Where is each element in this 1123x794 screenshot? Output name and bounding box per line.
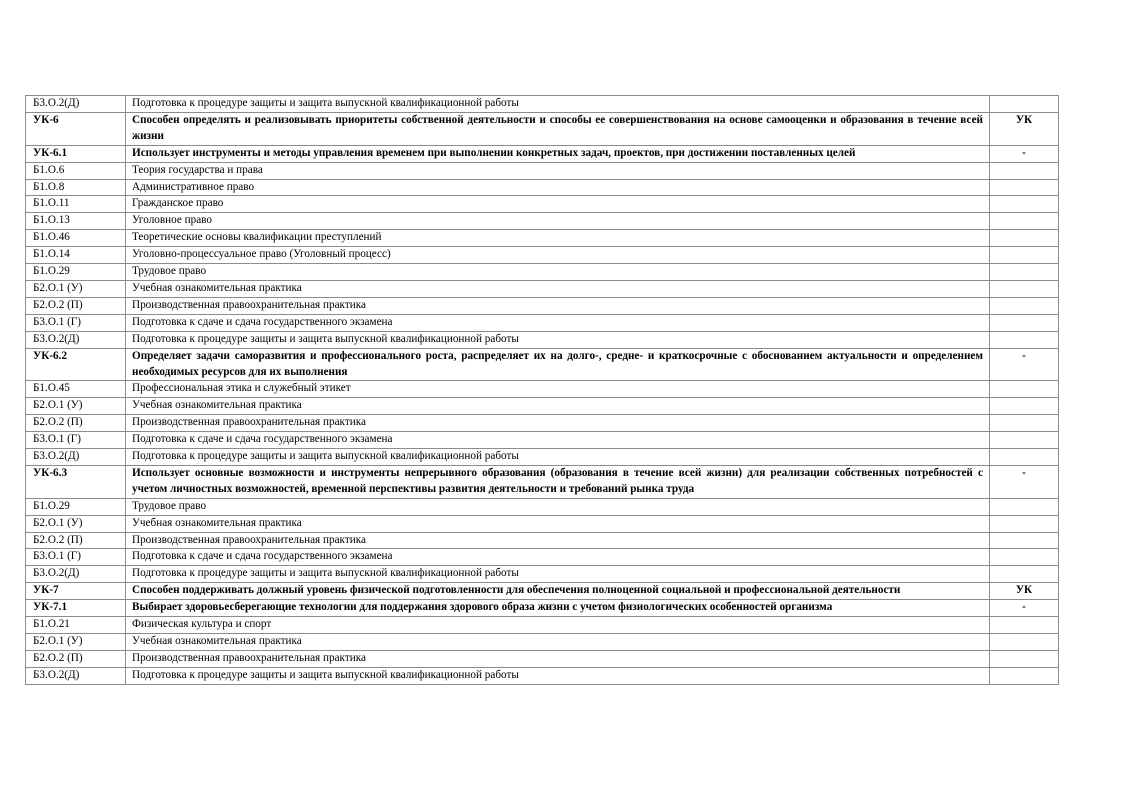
row-code-cell: Б3.О.2(Д): [26, 566, 126, 583]
row-type-cell: [990, 264, 1059, 281]
row-code-cell: Б1.О.6: [26, 162, 126, 179]
discipline-row: [26, 449, 1059, 466]
row-type-cell: [990, 179, 1059, 196]
discipline-row: [26, 213, 1059, 230]
row-name-cell: Производственная правоохранительная практика: [126, 297, 990, 314]
row-type-cell: [990, 617, 1059, 634]
row-name-cell: Использует основные возможности и инструменты непрерывного образования (образования в течение всей жизни) для реализации собственных потребностей с учетом личностных возможностей, временной перспективы развития деятельности и требований рынка труда: [126, 465, 990, 498]
row-name-cell: Подготовка к процедуре защиты и защита выпускной квалификационной работы: [126, 331, 990, 348]
competency-table: [25, 95, 1059, 685]
discipline-row: [26, 498, 1059, 515]
row-name-cell: Выбирает здоровьесберегающие технологии для поддержания здорового образа жизни с учетом физиологических особенностей организма: [126, 600, 990, 617]
row-type-cell: -: [990, 465, 1059, 498]
competency-row: [26, 600, 1059, 617]
row-name-cell: Подготовка к процедуре защиты и защита выпускной квалификационной работы: [126, 96, 990, 113]
row-type-cell: [990, 667, 1059, 684]
row-code-cell: Б3.О.2(Д): [26, 667, 126, 684]
row-code-cell: Б2.О.1 (У): [26, 280, 126, 297]
row-code-cell: Б1.О.8: [26, 179, 126, 196]
row-code-cell: Б2.О.2 (П): [26, 650, 126, 667]
row-name-cell: Учебная ознакомительная практика: [126, 398, 990, 415]
discipline-row: [26, 532, 1059, 549]
discipline-row: [26, 230, 1059, 247]
row-code-cell: Б1.О.45: [26, 381, 126, 398]
competency-row: [26, 112, 1059, 145]
row-code-cell: УК-6.1: [26, 145, 126, 162]
discipline-row: [26, 566, 1059, 583]
row-name-cell: Использует инструменты и методы управления временем при выполнении конкретных задач, проектов, при достижении поставленных целей: [126, 145, 990, 162]
row-name-cell: Производственная правоохранительная практика: [126, 532, 990, 549]
row-type-cell: [990, 213, 1059, 230]
row-type-cell: УК: [990, 112, 1059, 145]
row-name-cell: Гражданское право: [126, 196, 990, 213]
row-type-cell: [990, 280, 1059, 297]
discipline-row: [26, 515, 1059, 532]
discipline-row: [26, 667, 1059, 684]
row-type-cell: [990, 381, 1059, 398]
row-type-cell: [990, 549, 1059, 566]
row-name-cell: Способен определять и реализовывать приоритеты собственной деятельности и способы ее совершенствования на основе самооценки и образования в течение всей жизни: [126, 112, 990, 145]
row-code-cell: Б1.О.11: [26, 196, 126, 213]
discipline-row: [26, 381, 1059, 398]
row-name-cell: Трудовое право: [126, 498, 990, 515]
row-name-cell: Производственная правоохранительная практика: [126, 415, 990, 432]
discipline-row: [26, 634, 1059, 651]
row-code-cell: Б2.О.1 (У): [26, 398, 126, 415]
discipline-row: [26, 264, 1059, 281]
row-code-cell: Б2.О.2 (П): [26, 532, 126, 549]
competency-table-body: [26, 96, 1059, 685]
row-type-cell: [990, 297, 1059, 314]
row-type-cell: [990, 432, 1059, 449]
row-code-cell: Б2.О.1 (У): [26, 515, 126, 532]
row-code-cell: Б3.О.1 (Г): [26, 432, 126, 449]
discipline-row: [26, 280, 1059, 297]
row-code-cell: УК-7.1: [26, 600, 126, 617]
row-type-cell: [990, 398, 1059, 415]
row-code-cell: Б1.О.29: [26, 264, 126, 281]
discipline-row: [26, 297, 1059, 314]
row-name-cell: Профессиональная этика и служебный этикет: [126, 381, 990, 398]
row-type-cell: [990, 230, 1059, 247]
row-code-cell: Б2.О.1 (У): [26, 634, 126, 651]
row-type-cell: -: [990, 145, 1059, 162]
row-name-cell: Уголовно-процессуальное право (Уголовный процесс): [126, 247, 990, 264]
row-name-cell: Физическая культура и спорт: [126, 617, 990, 634]
row-name-cell: Подготовка к процедуре защиты и защита выпускной квалификационной работы: [126, 449, 990, 466]
row-type-cell: [990, 415, 1059, 432]
discipline-row: [26, 398, 1059, 415]
discipline-row: [26, 247, 1059, 264]
row-name-cell: Административное право: [126, 179, 990, 196]
competency-row: [26, 145, 1059, 162]
row-code-cell: Б3.О.2(Д): [26, 449, 126, 466]
row-name-cell: Производственная правоохранительная практика: [126, 650, 990, 667]
row-type-cell: [990, 498, 1059, 515]
discipline-row: [26, 196, 1059, 213]
row-code-cell: Б1.О.14: [26, 247, 126, 264]
row-name-cell: Учебная ознакомительная практика: [126, 280, 990, 297]
discipline-row: [26, 617, 1059, 634]
row-name-cell: Теория государства и права: [126, 162, 990, 179]
row-type-cell: [990, 634, 1059, 651]
row-type-cell: -: [990, 348, 1059, 381]
row-type-cell: [990, 566, 1059, 583]
discipline-row: [26, 96, 1059, 113]
row-name-cell: Подготовка к сдаче и сдача государственного экзамена: [126, 432, 990, 449]
row-code-cell: Б3.О.2(Д): [26, 96, 126, 113]
row-name-cell: Учебная ознакомительная практика: [126, 515, 990, 532]
row-type-cell: [990, 449, 1059, 466]
competency-row: [26, 583, 1059, 600]
row-code-cell: Б3.О.1 (Г): [26, 549, 126, 566]
row-code-cell: Б3.О.1 (Г): [26, 314, 126, 331]
discipline-row: [26, 314, 1059, 331]
row-code-cell: УК-6.3: [26, 465, 126, 498]
row-code-cell: Б3.О.2(Д): [26, 331, 126, 348]
row-name-cell: Теоретические основы квалификации преступлений: [126, 230, 990, 247]
discipline-row: [26, 650, 1059, 667]
discipline-row: [26, 432, 1059, 449]
competency-row: [26, 465, 1059, 498]
row-code-cell: Б1.О.29: [26, 498, 126, 515]
row-name-cell: Определяет задачи саморазвития и профессионального роста, распределяет их на долго-, средне- и краткосрочные с обоснованием актуальности и определением необходимых ресурсов для их выполнения: [126, 348, 990, 381]
row-name-cell: Подготовка к процедуре защиты и защита выпускной квалификационной работы: [126, 566, 990, 583]
row-type-cell: [990, 314, 1059, 331]
row-type-cell: [990, 650, 1059, 667]
row-type-cell: [990, 162, 1059, 179]
row-name-cell: Подготовка к сдаче и сдача государственного экзамена: [126, 549, 990, 566]
row-name-cell: Подготовка к сдаче и сдача государственного экзамена: [126, 314, 990, 331]
discipline-row: [26, 331, 1059, 348]
row-code-cell: Б1.О.13: [26, 213, 126, 230]
row-type-cell: [990, 515, 1059, 532]
row-code-cell: УК-7: [26, 583, 126, 600]
row-name-cell: Подготовка к процедуре защиты и защита выпускной квалификационной работы: [126, 667, 990, 684]
row-name-cell: Учебная ознакомительная практика: [126, 634, 990, 651]
row-code-cell: УК-6: [26, 112, 126, 145]
row-code-cell: Б1.О.46: [26, 230, 126, 247]
row-code-cell: Б2.О.2 (П): [26, 297, 126, 314]
row-type-cell: -: [990, 600, 1059, 617]
discipline-row: [26, 549, 1059, 566]
row-code-cell: УК-6.2: [26, 348, 126, 381]
discipline-row: [26, 162, 1059, 179]
row-name-cell: Трудовое право: [126, 264, 990, 281]
row-type-cell: [990, 331, 1059, 348]
row-code-cell: Б2.О.2 (П): [26, 415, 126, 432]
competency-row: [26, 348, 1059, 381]
row-type-cell: [990, 96, 1059, 113]
row-code-cell: Б1.О.21: [26, 617, 126, 634]
row-type-cell: УК: [990, 583, 1059, 600]
row-type-cell: [990, 532, 1059, 549]
discipline-row: [26, 179, 1059, 196]
row-name-cell: Способен поддерживать должный уровень физической подготовленности для обеспечения полноценной социальной и профессиональной деятельности: [126, 583, 990, 600]
row-name-cell: Уголовное право: [126, 213, 990, 230]
discipline-row: [26, 415, 1059, 432]
row-type-cell: [990, 247, 1059, 264]
row-type-cell: [990, 196, 1059, 213]
